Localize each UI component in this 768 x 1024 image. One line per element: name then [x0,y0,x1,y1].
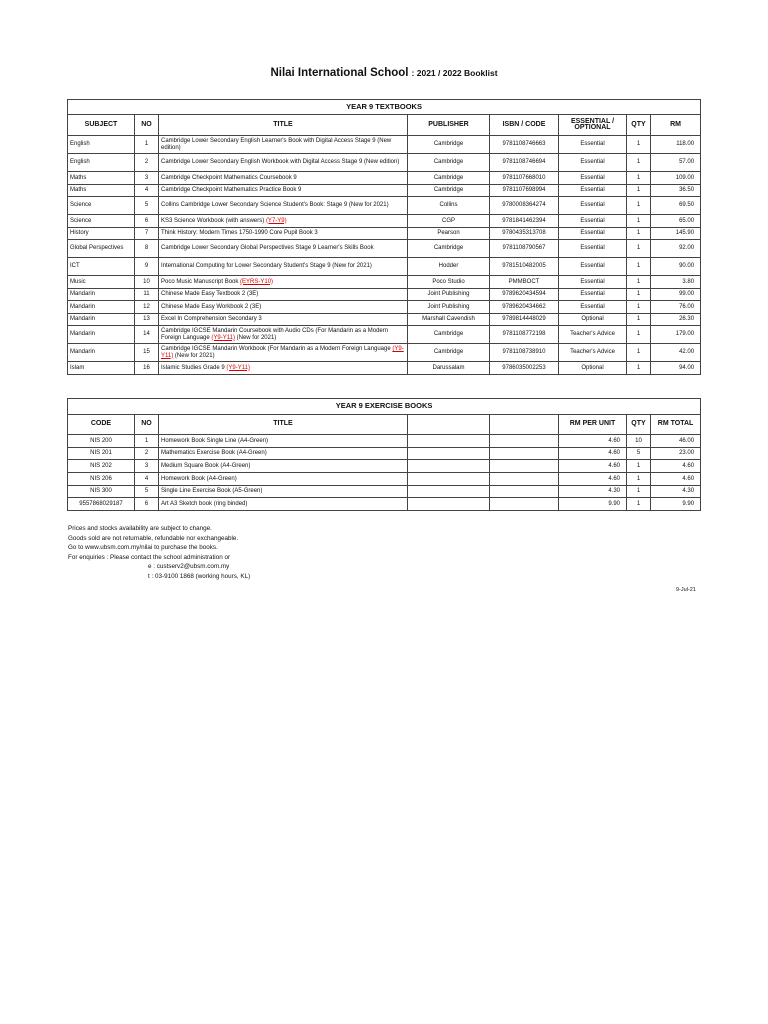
isbn-cell: 9780435313708 [490,227,559,240]
code-cell: NIS 206 [68,473,135,486]
exercise-row [68,460,701,473]
year-range-tag: (EYRS-Y10) [240,278,274,285]
col-publisher: PUBLISHER [408,115,490,136]
qty-cell: 1 [627,197,651,215]
school-name: Nilai International School [270,67,409,79]
qty-cell: 1 [627,313,651,326]
publisher-cell: Cambridge [408,240,490,258]
no-cell: 9 [135,258,159,276]
textbook-row [68,172,701,185]
title-cell [159,172,408,185]
isbn-cell: 9781108772198 [490,326,559,344]
subject-cell: ICT [68,258,135,276]
subject-cell: English [68,136,135,154]
textbook-row [68,227,701,240]
no-cell: 3 [135,460,159,473]
col-rm-per-unit: RM PER UNIT [559,415,627,435]
no-cell: 11 [135,288,159,301]
title-cell [159,184,408,197]
publisher-cell: Cambridge [408,154,490,172]
notes [68,524,250,581]
essential-cell: Optional [559,313,627,326]
col-blank-2 [490,415,559,435]
title-cell [159,136,408,154]
no-cell: 16 [135,362,159,375]
textbook-row [68,184,701,197]
isbn-cell: PMMBOCT [490,276,559,289]
title-cell [159,326,408,344]
publisher-cell: Hodder [408,258,490,276]
essential-cell: Essential [559,197,627,215]
unit-price-cell: 4.30 [559,485,627,498]
unit-price-cell: 9.90 [559,498,627,511]
title-cell [159,240,408,258]
subject-cell: Music [68,276,135,289]
textbooks-table [67,99,701,375]
exercise-band: YEAR 9 EXERCISE BOOKS [68,399,701,415]
title-cell [159,313,408,326]
no-cell: 7 [135,227,159,240]
title-tail: (New for 2021) [173,352,215,359]
year-range-tag: (Y9-Y11) [226,364,250,371]
qty-cell: 1 [627,136,651,154]
qty-cell: 1 [627,288,651,301]
blank-cell [490,460,559,473]
total-cell: 9.90 [651,498,701,511]
publisher-cell: Darussalam [408,362,490,375]
title-cell: Mathematics Exercise Book (A4-Green) [159,447,408,460]
col-no: NO [135,115,159,136]
no-cell: 3 [135,172,159,185]
note-prices: Prices and stocks availability are subject to change. [68,525,212,532]
col-title: TITLE [159,415,408,435]
subject-cell: Mandarin [68,288,135,301]
qty-cell: 1 [627,362,651,375]
note-enquiries: For enquiries : Please contact the school administration or [68,553,231,561]
textbook-row [68,326,701,344]
no-cell: 15 [135,344,159,362]
essential-cell: Essential [559,288,627,301]
subject-cell: Mandarin [68,344,135,362]
col-essential: ESSENTIAL / OPTIONAL [559,115,627,136]
no-cell: 4 [135,473,159,486]
blank-cell [490,435,559,448]
exercise-row [68,473,701,486]
title-text: Chinese Made Easy Workbook 2 (3E) [161,303,262,310]
exercise-books-table [67,398,701,511]
essential-cell: Essential [559,136,627,154]
rm-cell: 99.00 [651,288,701,301]
publisher-cell: Cambridge [408,172,490,185]
subject-cell: Maths [68,172,135,185]
no-cell: 12 [135,301,159,314]
title-tail: (New for 2021) [234,334,277,341]
col-isbn: ISBN / CODE [490,115,559,136]
publisher-cell: Cambridge [408,344,490,362]
blank-cell [490,447,559,460]
title-cell: Art A3 Sketch book (ring binded) [159,498,408,511]
no-cell: 14 [135,326,159,344]
exercise-header-row [68,415,701,435]
subject-cell: Science [68,215,135,228]
qty-cell: 1 [627,227,651,240]
isbn-cell: 9781107668010 [490,172,559,185]
textbooks-band: YEAR 9 TEXTBOOKS [68,100,701,115]
subject-cell: Science [68,197,135,215]
isbn-cell: 9789620434594 [490,288,559,301]
no-cell: 8 [135,240,159,258]
no-cell: 6 [135,215,159,228]
rm-cell: 36.50 [651,184,701,197]
textbook-row [68,313,701,326]
blank-cell [408,460,490,473]
title-cell [159,344,408,362]
rm-cell: 65.00 [651,215,701,228]
essential-cell: Essential [559,215,627,228]
col-blank-1 [408,415,490,435]
note-returns: Goods sold are not returnable, refundable nor exchangeable. [68,534,239,542]
title-text: Cambridge Lower Secondary English Workbook with Digital Access Stage 9 (New edition) [161,159,400,166]
col-rm: RM [651,115,701,136]
exercise-row [68,498,701,511]
title-text: Cambridge Checkpoint Mathematics Coursebook 9 [161,174,297,181]
no-cell: 5 [135,485,159,498]
textbook-row [68,240,701,258]
isbn-cell: 9781841462394 [490,215,559,228]
year-range-tag: (Y9-Y11) [161,346,404,359]
year-range-tag: (Y7-Y9) [265,217,287,224]
title-text: Excel In Comprehension Secondary 3 [161,316,262,323]
unit-price-cell: 4.60 [559,435,627,448]
essential-cell: Teacher's Advice [559,344,627,362]
isbn-cell: 9781108790567 [490,240,559,258]
qty-cell: 5 [627,447,651,460]
rm-cell: 42.00 [651,344,701,362]
title-text: Cambridge Lower Secondary English Learner's Book with Digital Access Stage 9 (New edition) [161,138,392,151]
document-date: 9-Jul-21 [676,587,696,593]
rm-cell: 3.80 [651,276,701,289]
publisher-cell: Joint Publishing [408,288,490,301]
title-text: Cambridge IGCSE Mandarin Coursebook with Audio CDs (For Mandarin as a Modern Foreign Language [161,328,389,341]
isbn-cell: 9780008364274 [490,197,559,215]
qty-cell: 1 [627,154,651,172]
title-text: International Computing for Lower Secondary Student's Stage 9 (New for 2021) [161,263,372,270]
total-cell: 4.60 [651,473,701,486]
textbook-row [68,258,701,276]
note-phone: t : 03-9100 1868 (working hours, KL) [148,572,251,580]
essential-cell: Teacher's Advice [559,326,627,344]
no-cell: 6 [135,498,159,511]
document-title [0,67,768,79]
total-cell: 46.00 [651,435,701,448]
rm-cell: 69.50 [651,197,701,215]
publisher-cell: Cambridge [408,136,490,154]
exercise-row [68,485,701,498]
title-cell [159,227,408,240]
qty-cell: 1 [627,485,651,498]
isbn-cell: 9789814448029 [490,313,559,326]
no-cell: 4 [135,184,159,197]
essential-cell: Essential [559,301,627,314]
total-cell: 4.60 [651,460,701,473]
code-cell: NIS 201 [68,447,135,460]
blank-cell [408,498,490,511]
subject-cell: Islam [68,362,135,375]
isbn-cell: 9786035002253 [490,362,559,375]
title-text: Collins Cambridge Lower Secondary Science Student's Book: Stage 9 (New for 2021) [161,202,389,209]
textbook-row [68,197,701,215]
isbn-cell: 9781107698994 [490,184,559,197]
title-text: Cambridge Checkpoint Mathematics Practice Book 9 [161,187,302,194]
textbook-row [68,276,701,289]
publisher-cell: Cambridge [408,326,490,344]
blank-cell [490,485,559,498]
note-purchase: Go to www.ubsm.com.my/nilai to purchase the books. [68,544,218,551]
title-cell [159,154,408,172]
col-no: NO [135,415,159,435]
title-text: Think History: Modern Times 1750-1990 Core Pupil Book 3 [161,230,318,237]
qty-cell: 1 [627,326,651,344]
qty-cell: 1 [627,498,651,511]
publisher-cell: Cambridge [408,184,490,197]
qty-cell: 10 [627,435,651,448]
col-qty: QTY [627,415,651,435]
no-cell: 1 [135,136,159,154]
rm-cell: 76.00 [651,301,701,314]
qty-cell: 1 [627,301,651,314]
publisher-cell: Marshall Cavendish [408,313,490,326]
title-cell [159,362,408,375]
exercise-row [68,447,701,460]
isbn-cell: 9781510482005 [490,258,559,276]
blank-cell [490,498,559,511]
blank-cell [408,435,490,448]
isbn-cell: 9781108746694 [490,154,559,172]
code-cell: NIS 200 [68,435,135,448]
title-cell: Single Line Exercise Book (A5-Green) [159,485,408,498]
isbn-cell: 9789620434662 [490,301,559,314]
qty-cell: 1 [627,184,651,197]
no-cell: 13 [135,313,159,326]
isbn-cell: 9781108746663 [490,136,559,154]
no-cell: 1 [135,435,159,448]
note-email: e : custserv2@ubsm.com.my [148,563,230,570]
year-range-tag: (Y9-Y11) [211,334,235,341]
qty-cell: 1 [627,240,651,258]
title-cell [159,276,408,289]
col-subject: SUBJECT [68,115,135,136]
rm-cell: 118.00 [651,136,701,154]
isbn-cell: 9781108738910 [490,344,559,362]
title-cell [159,301,408,314]
total-cell: 23.00 [651,447,701,460]
essential-cell: Essential [559,240,627,258]
unit-price-cell: 4.60 [559,460,627,473]
blank-cell [408,447,490,460]
rm-cell: 94.00 [651,362,701,375]
subject-cell: Mandarin [68,326,135,344]
qty-cell: 1 [627,215,651,228]
no-cell: 5 [135,197,159,215]
qty-cell: 1 [627,258,651,276]
title-text: Islamic Studies Grade 9 [161,364,227,371]
title-text: Cambridge IGCSE Mandarin Workbook (For Mandarin as a Modern Foreign Language [161,346,393,353]
code-cell: 9557868029187 [68,498,135,511]
textbooks-header-row [68,115,701,136]
textbook-row [68,215,701,228]
title-text: Cambridge Lower Secondary Global Perspectives Stage 9 Learner's Skills Book [161,245,374,252]
title-text: Chinese Made Easy Textbook 2 (3E) [161,291,259,298]
col-code: CODE [68,415,135,435]
col-rm-total: RM TOTAL [651,415,701,435]
rm-cell: 179.00 [651,326,701,344]
publisher-cell: Joint Publishing [408,301,490,314]
textbook-row [68,301,701,314]
textbook-row [68,344,701,362]
code-cell: NIS 202 [68,460,135,473]
qty-cell: 1 [627,460,651,473]
unit-price-cell: 4.60 [559,473,627,486]
qty-cell: 1 [627,344,651,362]
booklist-year: : 2021 / 2022 Booklist [411,68,498,78]
no-cell: 2 [135,154,159,172]
subject-cell: Global Perspectives [68,240,135,258]
title-text: Poco Music Manuscript Book [161,278,241,285]
essential-cell: Essential [559,154,627,172]
rm-cell: 90.00 [651,258,701,276]
rm-cell: 109.00 [651,172,701,185]
essential-cell: Essential [559,276,627,289]
rm-cell: 92.00 [651,240,701,258]
unit-price-cell: 4.60 [559,447,627,460]
title-cell [159,215,408,228]
textbook-row [68,136,701,154]
publisher-cell: Collins [408,197,490,215]
rm-cell: 57.00 [651,154,701,172]
essential-cell: Essential [559,172,627,185]
publisher-cell: Pearson [408,227,490,240]
textbook-row [68,288,701,301]
exercise-row [68,435,701,448]
subject-cell: Maths [68,184,135,197]
title-cell [159,258,408,276]
subject-cell: History [68,227,135,240]
total-cell: 4.30 [651,485,701,498]
no-cell: 10 [135,276,159,289]
subject-cell: Mandarin [68,301,135,314]
subject-cell: English [68,154,135,172]
textbook-row [68,154,701,172]
qty-cell: 1 [627,473,651,486]
title-cell [159,197,408,215]
textbook-row [68,362,701,375]
code-cell: NIS 300 [68,485,135,498]
essential-cell: Optional [559,362,627,375]
essential-cell: Essential [559,184,627,197]
subject-cell: Mandarin [68,313,135,326]
title-cell: Homework Book Single Line (A4-Green) [159,435,408,448]
blank-cell [408,473,490,486]
essential-cell: Essential [559,227,627,240]
title-cell: Medium Square Book (A4-Green) [159,460,408,473]
title-cell [159,288,408,301]
no-cell: 2 [135,447,159,460]
blank-cell [490,473,559,486]
blank-cell [408,485,490,498]
title-cell: Homework Book (A4-Green) [159,473,408,486]
qty-cell: 1 [627,276,651,289]
title-text: KS3 Science Workbook (with answers) [161,217,266,224]
publisher-cell: CGP [408,215,490,228]
col-qty: QTY [627,115,651,136]
col-title: TITLE [159,115,408,136]
essential-cell: Essential [559,258,627,276]
rm-cell: 145.90 [651,227,701,240]
qty-cell: 1 [627,172,651,185]
publisher-cell: Poco Studio [408,276,490,289]
rm-cell: 26.30 [651,313,701,326]
